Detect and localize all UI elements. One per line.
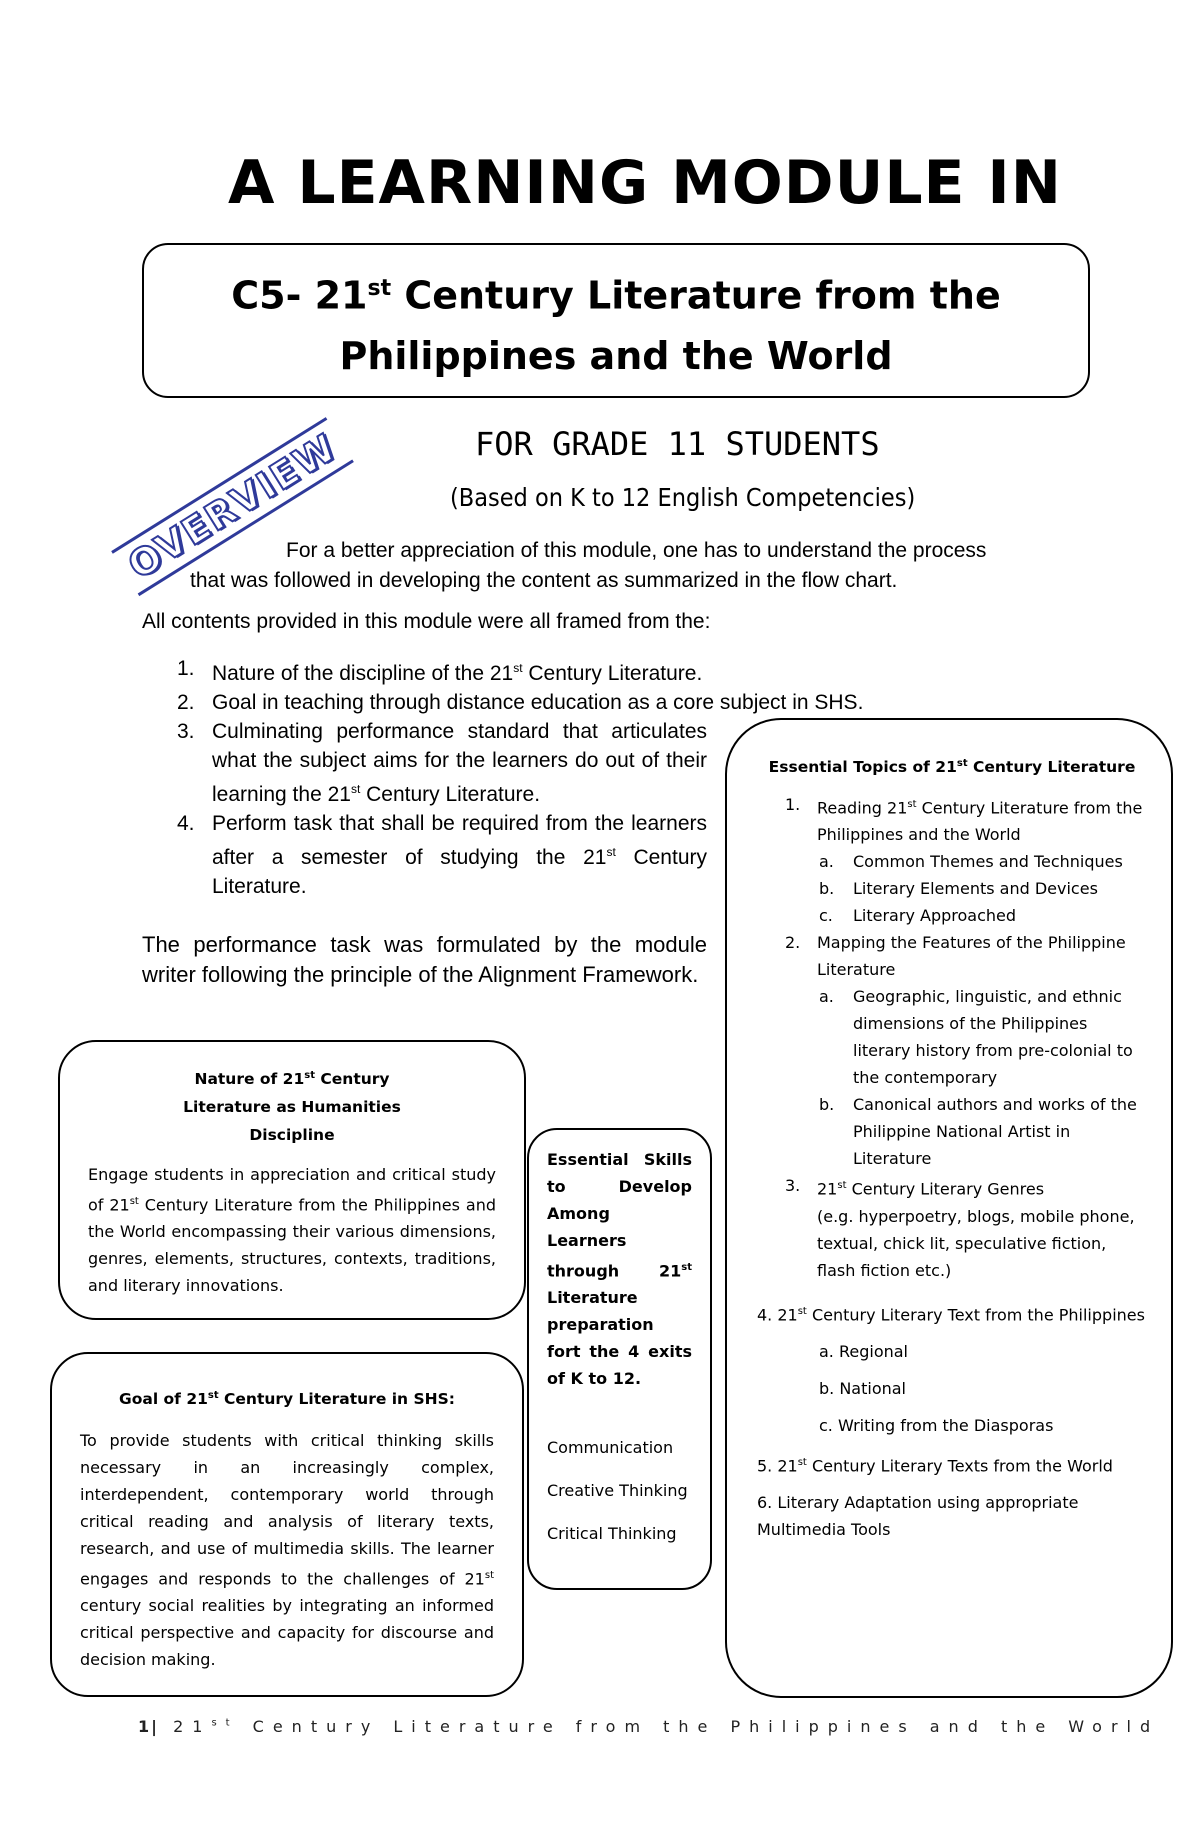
topic-item: 4. 21st Century Literary Text from the Philippines bbox=[757, 1305, 1145, 1325]
grade-heading: FOR GRADE 11 STUDENTS bbox=[475, 425, 880, 463]
subject-box bbox=[142, 243, 1090, 398]
topic-item: 6. Literary Adaptation using appropriate Multimedia Tools bbox=[757, 1493, 1079, 1540]
skills-heading: Essential Skills to Develop Among Learners through 21st Literature preparation fort the 4 exits of K to 12. bbox=[547, 1150, 692, 1389]
nature-box bbox=[58, 1040, 526, 1320]
skills-box bbox=[527, 1128, 712, 1590]
topic-subitem: c. Writing from the Diasporas bbox=[819, 1416, 1054, 1436]
topic-item: 2. Mapping the Features of the Philippine Literature bbox=[785, 933, 1126, 980]
topic-item: 1. Reading 21st Century Literature from the Philippines and the World bbox=[785, 795, 1143, 845]
topic-subitem: a. Regional bbox=[819, 1342, 908, 1362]
page-footer: 1| 21st Century Literature from the Philippines and the World bbox=[138, 1717, 1160, 1736]
page-number: 1 bbox=[138, 1717, 152, 1736]
essential-topics-box bbox=[725, 718, 1173, 1698]
goal-box bbox=[50, 1352, 524, 1697]
intro-paragraph: For a better appreciation of this module, one has to understand the process that was followed in developing the content as summarized in the flow chart. bbox=[190, 539, 987, 592]
goal-heading: Goal of 21st Century Literature in SHS: bbox=[118, 1390, 455, 1409]
topic-subitem: a. Common Themes and Techniques bbox=[819, 852, 1123, 872]
subject-line-1: C5- 21st Century Literature from the bbox=[231, 273, 1001, 318]
topic-subitem: a. Geographic, linguistic, and ethnic dimensions of the Philippines literary history from pre-colonial to the contemporary bbox=[819, 987, 1133, 1088]
framework-list bbox=[142, 654, 864, 901]
topic-subitem: b. Literary Elements and Devices bbox=[819, 879, 1098, 899]
framed-statement: All contents provided in this module were all framed from the: bbox=[142, 610, 711, 633]
nature-body: Engage students in appreciation and critical study of 21st Century Literature from the Philippines and the World encompassing their various dimensions, genres, elements, structures, contexts, traditions, and literary innovations. bbox=[88, 1165, 496, 1296]
topic-subitem: c. Literary Approached bbox=[819, 906, 1017, 926]
skill-item: Critical Thinking bbox=[547, 1524, 677, 1544]
nature-heading: Nature of 21st Century Literature as Humanities Discipline bbox=[183, 1070, 401, 1145]
list-item: 4. Perform task that shall be required from the learners after a semester of studying the 21st Century Literature. bbox=[177, 812, 707, 898]
competencies-note: (Based on K to 12 English Competencies) bbox=[450, 483, 916, 512]
topic-subitem: b. National bbox=[819, 1379, 906, 1399]
subject-line-2: Philippines and the World bbox=[339, 333, 893, 378]
topics-list bbox=[757, 791, 1147, 1543]
footer-separator: | bbox=[151, 1717, 159, 1736]
performance-note: The performance task was formulated by the module writer following the principle of the Alignment Framework. bbox=[142, 932, 707, 987]
module-title: A LEARNING MODULE IN bbox=[228, 148, 1062, 218]
list-item: 1. Nature of the discipline of the 21st Century Literature. bbox=[177, 657, 703, 685]
topic-item: 3. 21st Century Literary Genres (e.g. hyperpoetry, blogs, mobile phone, textual, chick lit, speculative fiction, flash fiction etc.) bbox=[785, 1176, 1135, 1280]
skill-item: Communication bbox=[547, 1438, 674, 1458]
overview-stamp: OVERVIEW bbox=[111, 417, 354, 596]
list-item: 3. Culminating performance standard that articulates what the subject aims for the learners do out of their learning the 21st Century Literature. bbox=[177, 720, 707, 806]
skill-item: Creative Thinking bbox=[547, 1481, 688, 1501]
topic-subitem: b. Canonical authors and works of the Philippine National Artist in Literature bbox=[819, 1095, 1137, 1169]
list-item: 2. Goal in teaching through distance education as a core subject in SHS. bbox=[177, 691, 864, 714]
topic-item: 5. 21st Century Literary Texts from the World bbox=[757, 1456, 1113, 1476]
goal-body: To provide students with critical thinking skills necessary in an increasingly complex, interdependent, contemporary world through critical reading and analysis of literary texts, research, and use of multimedia skills. The learner engages and responds to the challenges of 21st century social realities by integrating an informed critical perspective and capacity for discourse and decision making. bbox=[80, 1431, 494, 1670]
topics-heading: Essential Topics of 21st Century Literature bbox=[768, 758, 1136, 777]
